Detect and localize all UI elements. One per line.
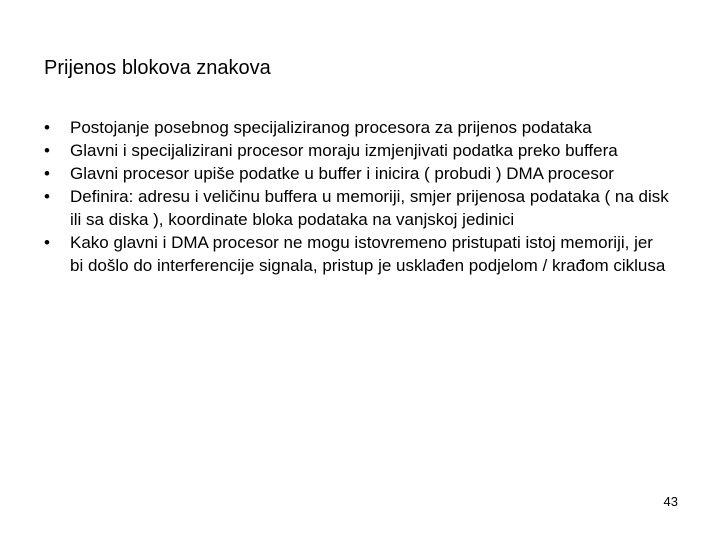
bullet-dot-icon: • xyxy=(44,164,50,183)
page-number: 43 xyxy=(663,494,678,509)
bullet-item xyxy=(44,162,670,185)
bullet-text: Glavni procesor upiše podatke u buffer i inicira ( probudi ) DMA procesor xyxy=(70,164,614,183)
bullet-dot-icon: • xyxy=(44,233,50,252)
bullet-item xyxy=(44,139,670,162)
slide-title: Prijenos blokova znakova xyxy=(44,57,271,79)
bullet-list xyxy=(44,116,694,277)
bullet-text: Kako glavni i DMA procesor ne mogu istovremeno pristupati istoj memoriji, jer bi došlo do interferencije signala, pristup je usklađen podjelom / krađom ciklusa xyxy=(70,233,666,275)
bullet-dot-icon: • xyxy=(44,187,50,206)
bullet-dot-icon: • xyxy=(44,141,50,160)
bullet-item xyxy=(44,116,670,139)
bullet-text: Glavni i specijalizirani procesor moraju izmjenjivati podatka preko buffera xyxy=(70,141,618,160)
bullet-text: Postojanje posebnog specijaliziranog procesora za prijenos podataka xyxy=(70,118,592,137)
bullet-item xyxy=(44,185,670,231)
bullet-text: Definira: adresu i veličinu buffera u memoriji, smjer prijenosa podataka ( na disk ili sa diska ), koordinate bloka podataka na vanjskoj jedinici xyxy=(70,187,669,229)
bullet-dot-icon: • xyxy=(44,118,50,137)
bullet-item xyxy=(44,231,670,277)
